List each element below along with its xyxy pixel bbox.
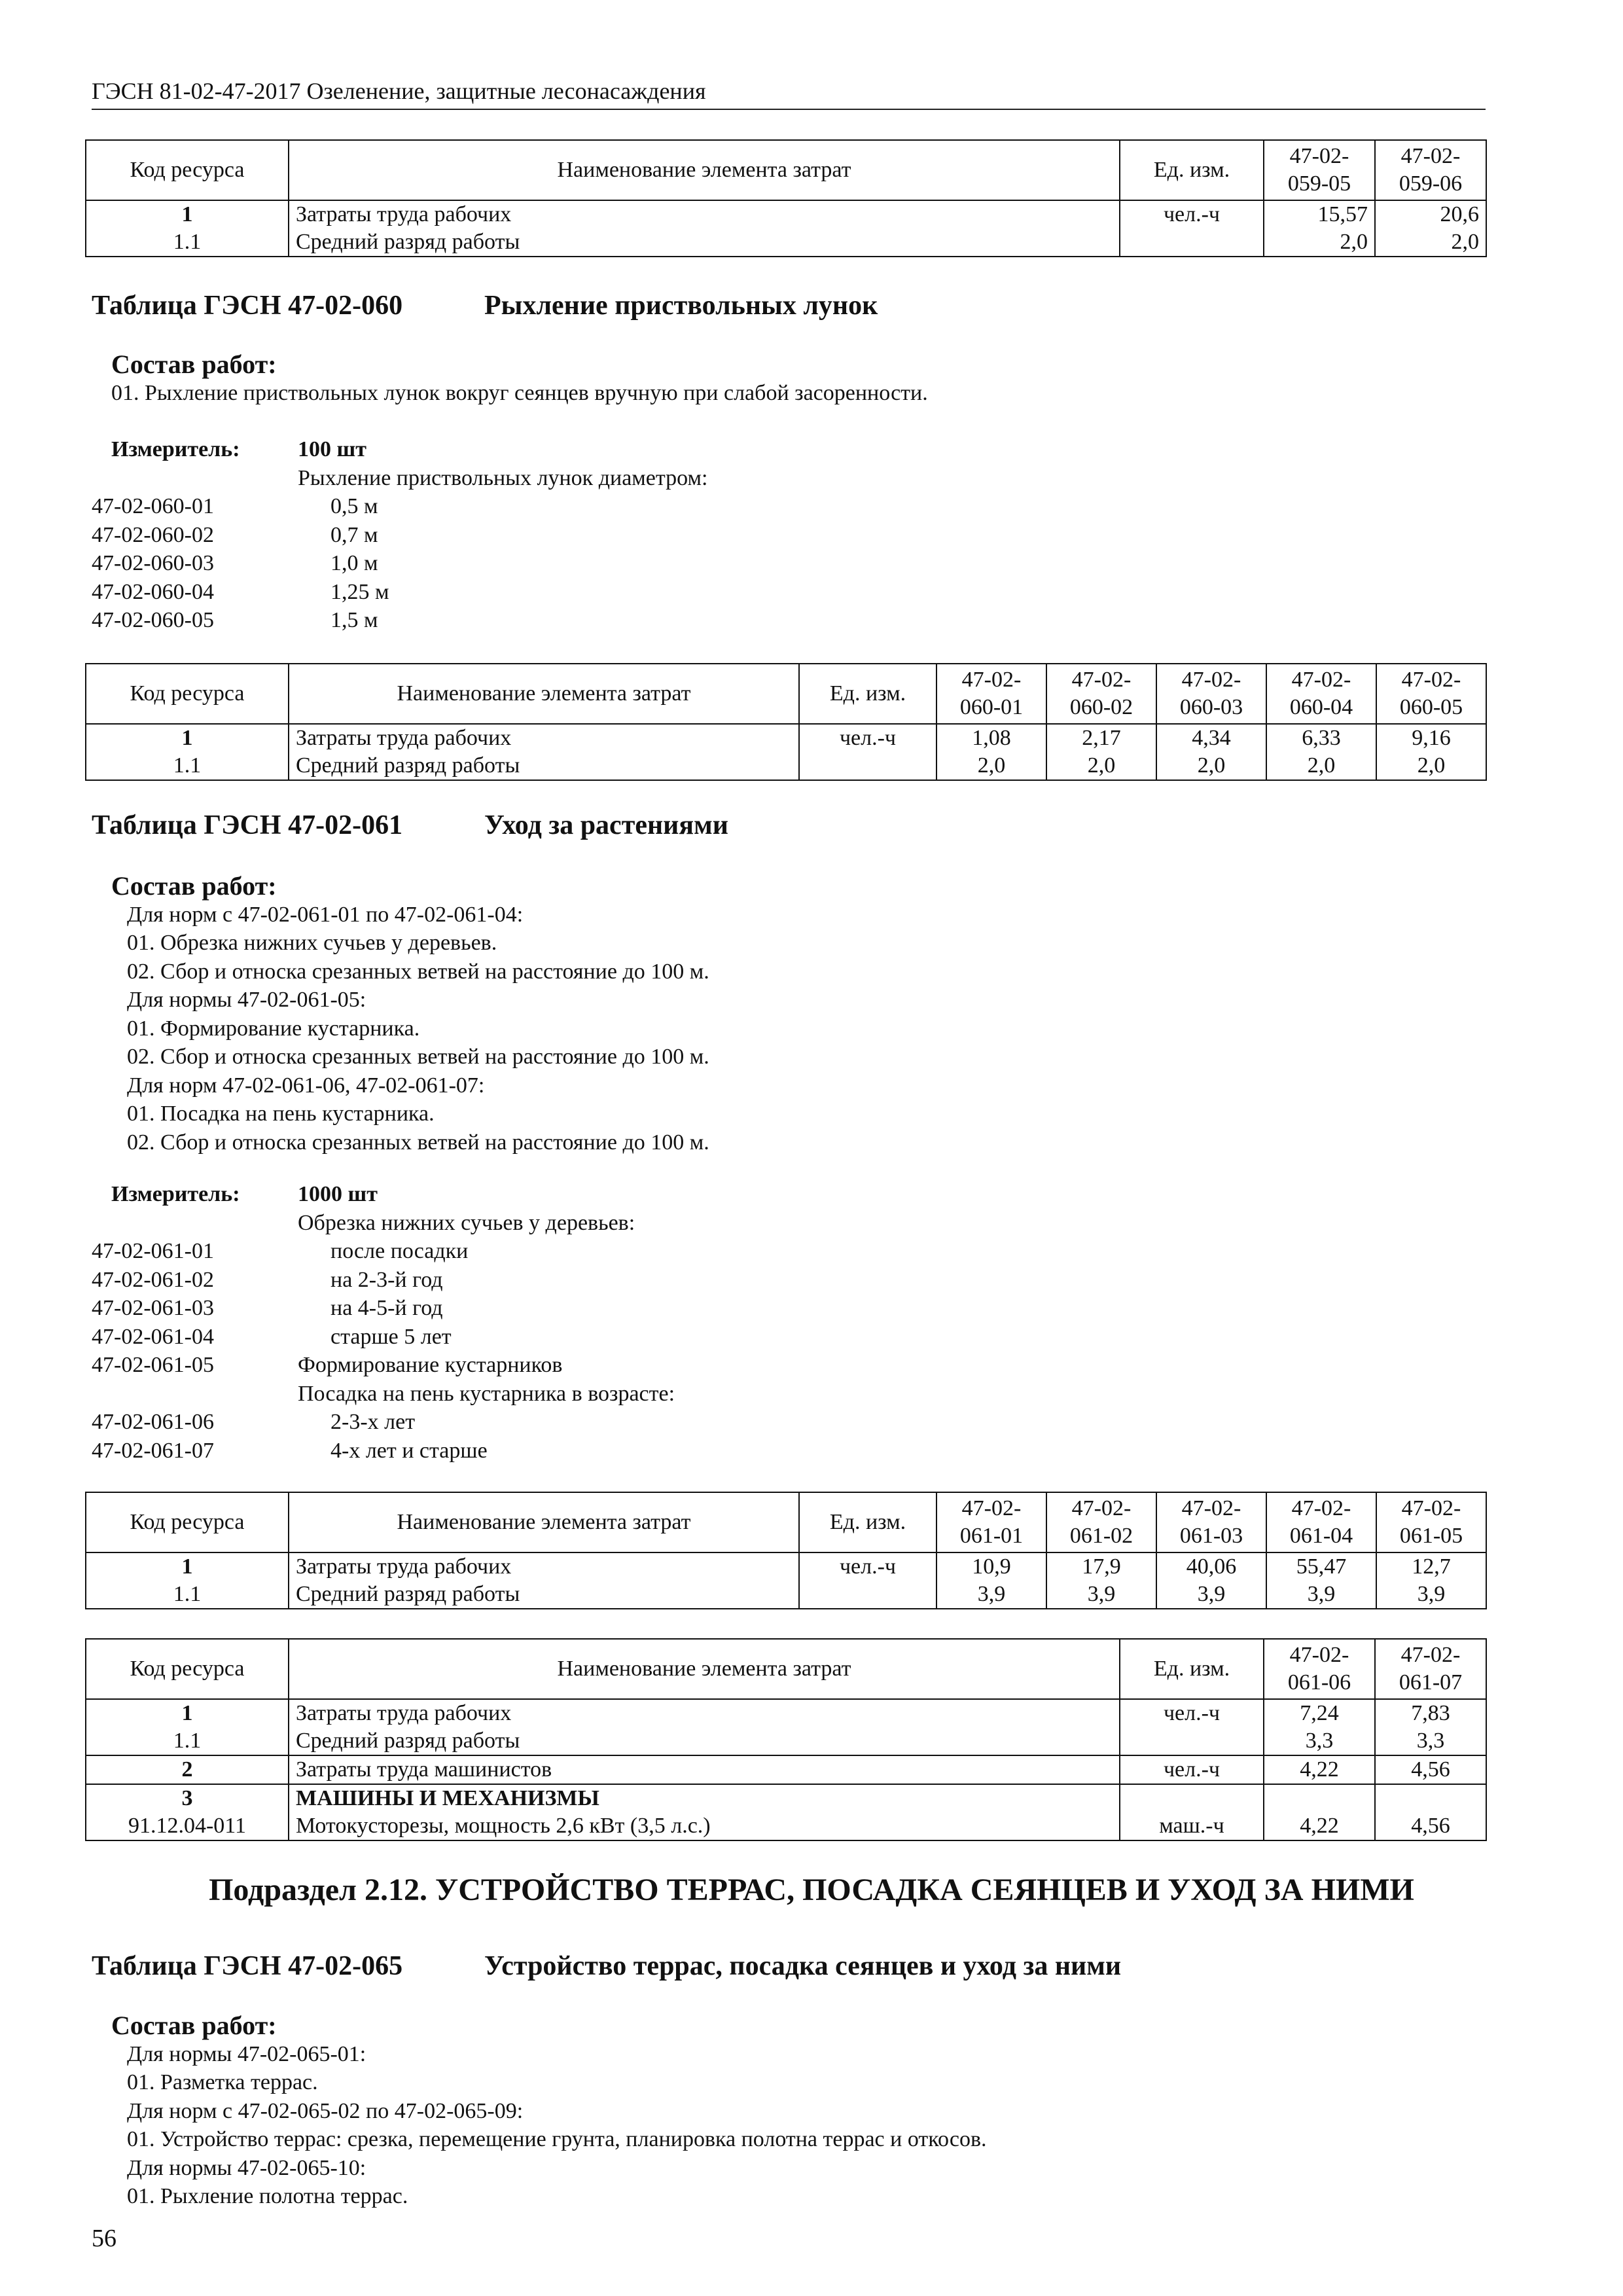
table-number: Таблица ГЭСН 47-02-065 <box>92 1951 403 1981</box>
header-col: 47-02- 059-06 <box>1375 140 1486 200</box>
work-item: Для норм с 47-02-065-02 по 47-02-065-09: <box>127 2098 524 2123</box>
cell-name: Средний разряд работы <box>289 1581 799 1609</box>
cell-unit: чел.-ч <box>1120 1699 1264 1727</box>
cell-unit: чел.-ч <box>799 724 936 752</box>
cell-value <box>1375 1784 1486 1812</box>
norm-row: 47-02-061-07 4-х лет и старше <box>92 1438 488 1463</box>
table-060 <box>85 663 1487 781</box>
cell-value: 4,56 <box>1375 1755 1486 1784</box>
norm-row: 47-02-060-03 1,0 м <box>92 551 378 575</box>
table-header-row <box>86 1492 1486 1552</box>
header-col: 47-02- 060-05 <box>1376 664 1486 724</box>
table-header-row <box>86 1639 1486 1699</box>
table-row <box>86 1552 1486 1581</box>
cell-value: 15,57 <box>1264 200 1375 228</box>
header-code: Код ресурса <box>86 1492 289 1552</box>
header-col: 47-02- 060-01 <box>936 664 1046 724</box>
header-unit: Ед. изм. <box>799 664 936 724</box>
table-row <box>86 228 1486 257</box>
norm-row: 47-02-061-01 после посадки <box>92 1239 469 1263</box>
cell-value: 2,0 <box>1264 228 1375 257</box>
table-header-row <box>86 664 1486 724</box>
work-item: Для нормы 47-02-061-05: <box>127 988 366 1012</box>
table-number: Таблица ГЭСН 47-02-060 <box>92 291 403 321</box>
measure-value: 1000 шт <box>298 1182 378 1206</box>
cell-value: 55,47 <box>1266 1552 1376 1581</box>
cell-code: 2 <box>86 1755 289 1784</box>
cell-value: 20,6 <box>1375 200 1486 228</box>
norm-row: 47-02-060-04 1,25 м <box>92 579 389 604</box>
sostav-label: Состав работ: <box>111 350 277 379</box>
cell-name: Затраты труда рабочих <box>289 200 1120 228</box>
header-unit: Ед. изм. <box>1120 1639 1264 1699</box>
norm-row: 47-02-061-02 на 2-3-й год <box>92 1267 443 1292</box>
header-col: 47-02- 061-03 <box>1156 1492 1266 1552</box>
cell-value: 2,0 <box>1266 752 1376 780</box>
table-row <box>86 1727 1486 1755</box>
cell-code: 1 <box>86 200 289 228</box>
cell-value: 3,3 <box>1264 1727 1375 1755</box>
t060-work-composition <box>111 350 928 407</box>
header-code: Код ресурса <box>86 140 289 200</box>
measure-label: Измеритель: <box>111 1182 240 1206</box>
cell-value: 9,16 <box>1376 724 1486 752</box>
work-item: Для норм 47-02-061-06, 47-02-061-07: <box>127 1073 485 1098</box>
cell-name: Средний разряд работы <box>289 1727 1120 1755</box>
norm-row: 47-02-061-04 старше 5 лет <box>92 1324 452 1349</box>
work-item: 02. Сбор и относка срезанных ветвей на расстояние до 100 м. <box>127 1045 709 1069</box>
header-name: Наименование элемента затрат <box>289 1639 1120 1699</box>
measure-value: 100 шт <box>298 437 366 461</box>
norm-row: 47-02-061-06 2-3-х лет <box>92 1410 416 1434</box>
work-item: 02. Сбор и относка срезанных ветвей на расстояние до 100 м. <box>127 1130 709 1155</box>
table-name: Уход за растениями <box>484 810 728 840</box>
table-row <box>86 1581 1486 1609</box>
cell-value: 4,34 <box>1156 724 1266 752</box>
table-row <box>86 1784 1486 1812</box>
norm-row: 47-02-061-03 на 4-5-й год <box>92 1296 443 1320</box>
header-col: 47-02- 060-02 <box>1046 664 1156 724</box>
cell-name: Затраты труда рабочих <box>289 1552 799 1581</box>
work-item: 01. Формирование кустарника. <box>127 1016 420 1041</box>
header-col: 47-02- 059-05 <box>1264 140 1375 200</box>
table-row <box>86 1812 1486 1840</box>
work-item: 01. Рыхление полотна террас. <box>127 2184 408 2208</box>
work-item: 01. Разметка террас. <box>127 2070 318 2094</box>
cell-value: 10,9 <box>936 1552 1046 1581</box>
cell-value: 7,24 <box>1264 1699 1375 1727</box>
cell-value: 3,9 <box>1376 1581 1486 1609</box>
cell-unit <box>1120 1727 1264 1755</box>
cell-unit <box>799 752 936 780</box>
cell-value: 4,22 <box>1264 1755 1375 1784</box>
cell-value: 2,0 <box>1376 752 1486 780</box>
cell-code: 1.1 <box>86 1581 289 1609</box>
sostav-label: Состав работ: <box>111 871 277 901</box>
table-row <box>86 1699 1486 1727</box>
cell-value <box>1264 1784 1375 1812</box>
cell-value: 2,0 <box>1375 228 1486 257</box>
cell-value: 4,56 <box>1375 1812 1486 1840</box>
norm-group-title: Обрезка нижних сучьев у деревьев: <box>298 1210 635 1235</box>
work-item: Для нормы 47-02-065-10: <box>127 2155 366 2180</box>
cell-code: 1.1 <box>86 228 289 257</box>
cell-code: 1.1 <box>86 752 289 780</box>
cell-name: Затраты труда машинистов <box>289 1755 1120 1784</box>
cell-value: 3,9 <box>1046 1581 1156 1609</box>
header-code: Код ресурса <box>86 1639 289 1699</box>
work-item: 01. Устройство террас: срезка, перемещение грунта, планировка полотна террас и откосов. <box>127 2127 987 2151</box>
cell-value: 40,06 <box>1156 1552 1266 1581</box>
header-col: 47-02- 061-01 <box>936 1492 1046 1552</box>
table-060-title <box>92 290 878 321</box>
table-name: Рыхление приствольных лунок <box>484 291 878 321</box>
header-col: 47-02- 061-07 <box>1375 1639 1486 1699</box>
work-item: 01. Посадка на пень кустарника. <box>127 1102 435 1126</box>
header-name: Наименование элемента затрат <box>289 140 1120 200</box>
cell-value: 2,0 <box>1046 752 1156 780</box>
norm-row: 47-02-061-05 Формирование кустарников <box>92 1353 563 1377</box>
cell-value: 3,9 <box>1266 1581 1376 1609</box>
work-item: Для нормы 47-02-065-01: <box>127 2041 366 2066</box>
cell-value: 2,0 <box>936 752 1046 780</box>
table-row <box>86 752 1486 780</box>
measure-label: Измеритель: <box>111 437 240 461</box>
table-row <box>86 200 1486 228</box>
cell-value: 12,7 <box>1376 1552 1486 1581</box>
cell-code: 1 <box>86 1699 289 1727</box>
cell-unit: чел.-ч <box>1120 200 1264 228</box>
norm-row: 47-02-060-01 0,5 м <box>92 494 378 518</box>
cell-code: 1 <box>86 724 289 752</box>
cell-unit <box>1120 228 1264 257</box>
work-item: 02. Сбор и относка срезанных ветвей на расстояние до 100 м. <box>127 959 709 984</box>
table-061-a <box>85 1492 1487 1609</box>
cell-value: 7,83 <box>1375 1699 1486 1727</box>
running-head: ГЭСН 81-02-47-2017 Озеленение, защитные лесонасаждения <box>92 77 1486 110</box>
cell-value: 4,22 <box>1264 1812 1375 1840</box>
cell-name: Мотокусторезы, мощность 2,6 кВт (3,5 л.с.) <box>289 1812 1120 1840</box>
cell-value: 2,0 <box>1156 752 1266 780</box>
t061-measure-block <box>92 1180 675 1465</box>
cell-code: 3 <box>86 1784 289 1812</box>
table-row <box>86 724 1486 752</box>
norm-row: 47-02-060-02 0,7 м <box>92 522 378 547</box>
header-unit: Ед. изм. <box>799 1492 936 1552</box>
cell-code: 91.12.04-011 <box>86 1812 289 1840</box>
cell-unit: маш.-ч <box>1120 1812 1264 1840</box>
cell-name: Затраты труда рабочих <box>289 1699 1120 1727</box>
t061-work-composition <box>111 872 709 1157</box>
t060-measure-block <box>92 435 707 635</box>
cell-value: 6,33 <box>1266 724 1376 752</box>
header-col: 47-02- 060-04 <box>1266 664 1376 724</box>
table-number: Таблица ГЭСН 47-02-061 <box>92 810 403 840</box>
cell-unit: чел.-ч <box>799 1552 936 1581</box>
cell-value: 3,9 <box>936 1581 1046 1609</box>
header-col: 47-02- 061-06 <box>1264 1639 1375 1699</box>
cell-unit <box>799 1581 936 1609</box>
norm-row: 47-02-060-05 1,5 м <box>92 608 378 632</box>
header-col: 47-02- 061-02 <box>1046 1492 1156 1552</box>
table-059 <box>85 139 1487 257</box>
subsection-title: Подраздел 2.12. УСТРОЙСТВО ТЕРРАС, ПОСАДКА СЕЯНЦЕВ И УХОД ЗА НИМИ <box>209 1873 1414 1907</box>
cell-unit <box>1120 1784 1264 1812</box>
cell-name: Затраты труда рабочих <box>289 724 799 752</box>
cell-value: 3,9 <box>1156 1581 1266 1609</box>
cell-code: 1.1 <box>86 1727 289 1755</box>
cell-unit: чел.-ч <box>1120 1755 1264 1784</box>
table-row <box>86 1755 1486 1784</box>
cell-name: Средний разряд работы <box>289 228 1120 257</box>
cell-value: 1,08 <box>936 724 1046 752</box>
cell-value: 3,3 <box>1375 1727 1486 1755</box>
cell-code: 1 <box>86 1552 289 1581</box>
table-name: Устройство террас, посадка сеянцев и уход за ними <box>484 1951 1122 1981</box>
work-item: 01. Обрезка нижних сучьев у деревьев. <box>127 931 497 955</box>
cell-name: МАШИНЫ И МЕХАНИЗМЫ <box>289 1784 1120 1812</box>
cell-name: Средний разряд работы <box>289 752 799 780</box>
header-col: 47-02- 060-03 <box>1156 664 1266 724</box>
work-item: Для норм с 47-02-061-01 по 47-02-061-04: <box>127 902 524 927</box>
sostav-label: Состав работ: <box>111 2011 277 2040</box>
header-unit: Ед. изм. <box>1120 140 1264 200</box>
work-item: 01. Рыхление приствольных лунок вокруг сеянцев вручную при слабой засоренности. <box>111 380 928 405</box>
table-header-row <box>86 140 1486 200</box>
table-061-title <box>92 810 728 841</box>
header-code: Код ресурса <box>86 664 289 724</box>
header-name: Наименование элемента затрат <box>289 664 799 724</box>
header-col: 47-02- 061-05 <box>1376 1492 1486 1552</box>
norm-group-title: Посадка на пень кустарника в возрасте: <box>298 1381 675 1406</box>
header-name: Наименование элемента затрат <box>289 1492 799 1552</box>
table-065-title <box>92 1950 1121 1982</box>
header-col: 47-02- 061-04 <box>1266 1492 1376 1552</box>
table-061-b <box>85 1638 1487 1841</box>
page-number: 56 <box>92 2225 116 2252</box>
norm-group-title: Рыхление приствольных лунок диаметром: <box>298 465 708 490</box>
cell-value: 2,17 <box>1046 724 1156 752</box>
cell-value: 17,9 <box>1046 1552 1156 1581</box>
t065-work-composition <box>111 2011 987 2211</box>
